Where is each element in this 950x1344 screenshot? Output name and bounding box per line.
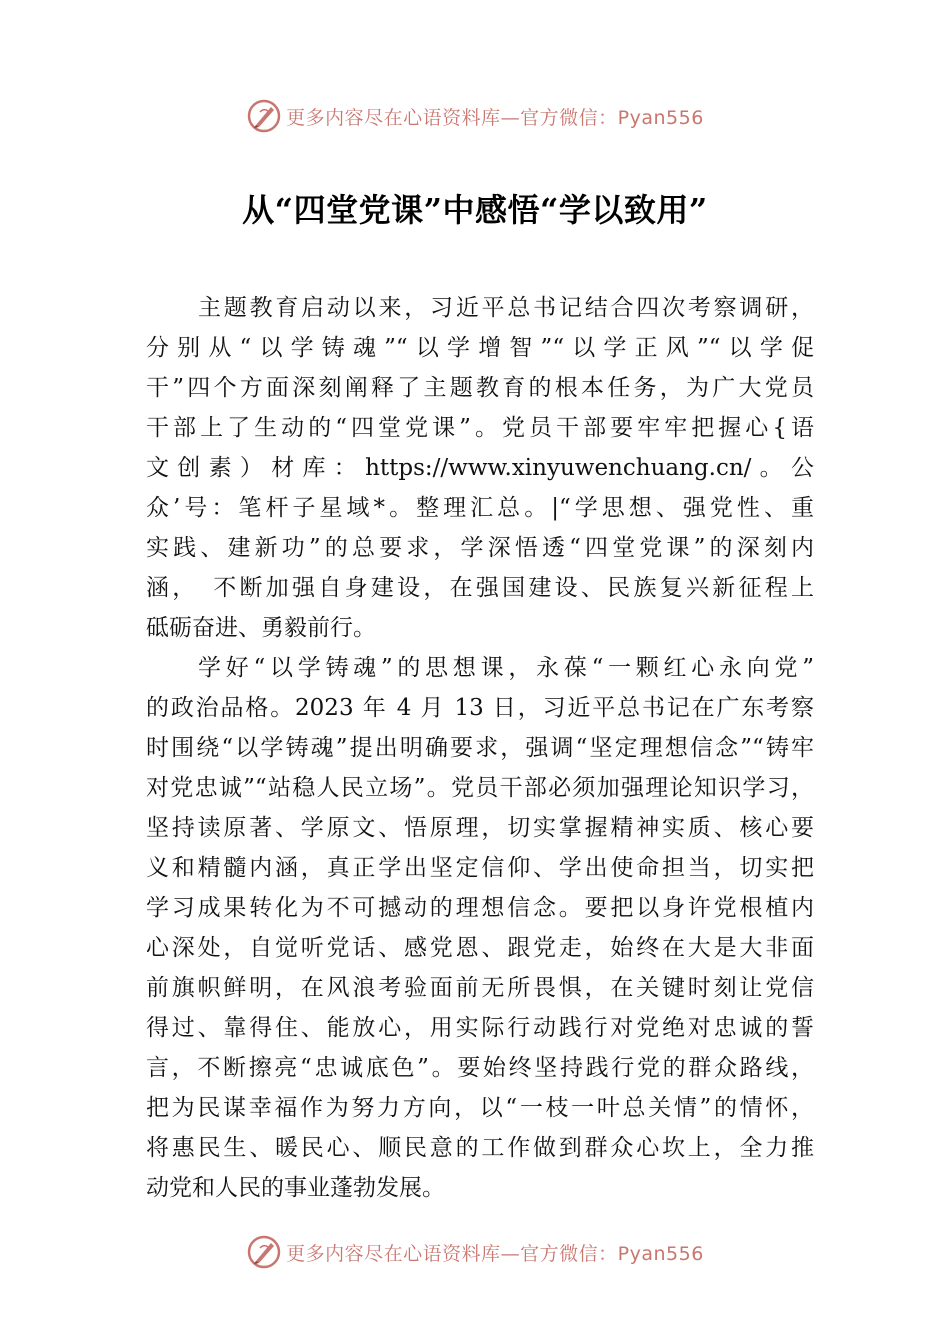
text-line: 分别从“以学铸魂”“以学增智”“以学正风”“以学促 bbox=[146, 335, 814, 361]
banner-text: 更多内容尽在心语资料库—官方微信：Pyan556 bbox=[286, 1242, 704, 1265]
text-line: 言，不断擦亮“忠诚底色”。要始终坚持践行党的群众路线， bbox=[146, 1055, 814, 1081]
pen-logo-icon bbox=[246, 1234, 282, 1270]
text-line: 前旗帜鲜明，在风浪考验面前无所畏惧，在关键时刻让党信 bbox=[146, 975, 814, 1001]
document-body bbox=[146, 288, 814, 1208]
text-line: 得过、靠得住、能放心，用实际行动践行对党绝对忠诚的誓 bbox=[146, 1015, 814, 1041]
text-line: 主题教育启动以来，习近平总书记结合四次考察调研， bbox=[198, 295, 814, 321]
text-line: 的政治品格。2023 年 4 月 13 日，习近平总书记在广东考察 bbox=[146, 695, 814, 721]
footer-banner bbox=[0, 1232, 950, 1272]
text-line: 对党忠诚”“站稳人民立场”。党员干部必须加强理论知识学习， bbox=[146, 775, 814, 801]
text-line: 学好“以学铸魂”的思想课，永葆“一颗红心永向党” bbox=[198, 655, 814, 681]
document-title: 从“四堂党课”中感悟“学以致用” bbox=[242, 191, 708, 229]
text-line: 实践、建新功”的总要求，学深悟透“四堂党课”的深刻内 bbox=[146, 535, 814, 561]
text-line: 心深处，自觉听党话、感党恩、跟党走，始终在大是大非面 bbox=[146, 935, 814, 961]
header-banner bbox=[0, 96, 950, 136]
text-line: 涵， 不断加强自身建设，在强国建设、民族复兴新征程上 bbox=[146, 575, 814, 601]
text-line: 义和精髓内涵，真正学出坚定信仰、学出使命担当，切实把 bbox=[146, 855, 814, 881]
text-line: 文创素）材库：https://www.xinyuwenchuang.cn/。公 bbox=[146, 455, 814, 481]
text-line: 坚持读原著、学原文、悟原理，切实掌握精神实质、核心要 bbox=[146, 815, 814, 841]
wechat-id: Pyan556 bbox=[617, 106, 704, 129]
text-line: 干”四个方面深刻阐释了主题教育的根本任务，为广大党员 bbox=[146, 375, 814, 401]
paragraph-2 bbox=[146, 648, 814, 1208]
banner-text: 更多内容尽在心语资料库—官方微信：Pyan556 bbox=[286, 106, 704, 129]
text-line: 时围绕“以学铸魂”提出明确要求，强调“坚定理想信念”“铸牢 bbox=[146, 735, 814, 761]
text-line: 把为民谋幸福作为努力方向，以“一枝一叶总关情”的情怀， bbox=[146, 1095, 814, 1121]
text-line: 砥砺奋进、勇毅前行。 bbox=[146, 615, 376, 641]
wechat-id: Pyan556 bbox=[617, 1242, 704, 1265]
paragraph-1 bbox=[146, 288, 814, 648]
pen-logo-icon bbox=[246, 98, 282, 134]
text-line: 干部上了生动的“四堂党课”。党员干部要牢牢把握心{语 bbox=[146, 415, 814, 441]
text-line: 动党和人民的事业蓬勃发展。 bbox=[146, 1175, 445, 1201]
text-line: 众’号：笔杆子星域*。整理汇总。|“学思想、强党性、重 bbox=[146, 495, 814, 521]
text-line: 学习成果转化为不可撼动的理想信念。要把以身许党根植内 bbox=[146, 895, 814, 921]
text-line: 将惠民生、暖民心、顺民意的工作做到群众心坎上，全力推 bbox=[146, 1135, 814, 1161]
